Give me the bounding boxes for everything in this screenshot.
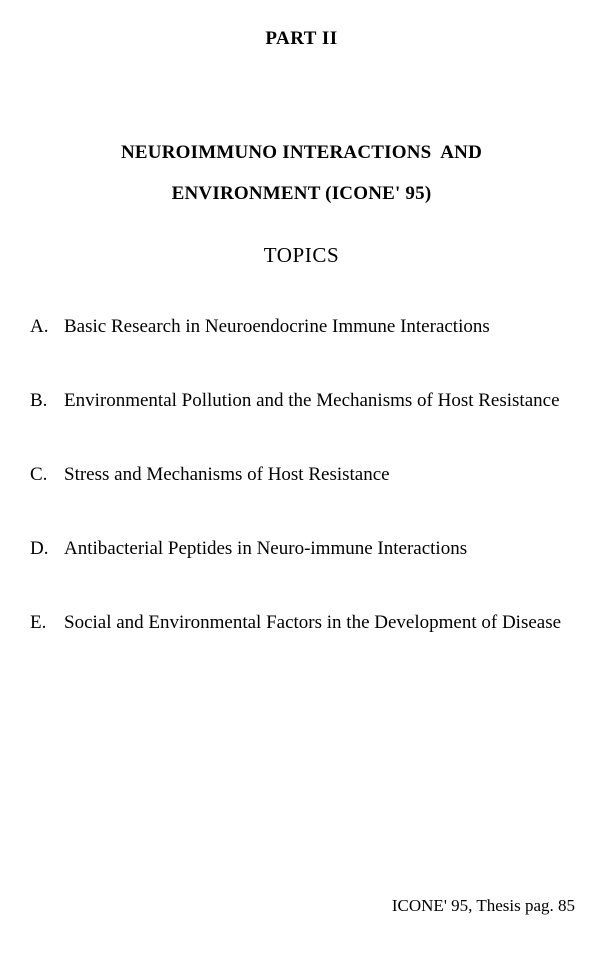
- topic-text-e: Social and Environmental Factors in the Development of Disease: [64, 612, 562, 633]
- footer-citation: ICONE' 95, Thesis pag. 85: [391, 896, 575, 915]
- topics-heading: TOPICS: [263, 243, 340, 267]
- list-item: [30, 530, 575, 568]
- topic-text-c: Stress and Mechanisms of Host Resistance: [64, 464, 390, 485]
- list-item: [30, 382, 575, 420]
- document-title: [0, 132, 603, 214]
- topic-letter-a: A.: [30, 316, 49, 337]
- topic-text-b: Environmental Pollution and the Mechanisms of Host Resistance: [64, 390, 560, 411]
- document-title-line-1: NEUROIMMUNO INTERACTIONS AND: [120, 142, 483, 163]
- document-title-line-2: ENVIRONMENT (ICONE' 95): [171, 183, 432, 204]
- topic-letter-e: E.: [30, 612, 47, 633]
- topics-list: [30, 308, 575, 678]
- topic-letter-c: C.: [30, 464, 48, 485]
- topic-letter-b: B.: [30, 390, 48, 411]
- list-item: [30, 308, 575, 346]
- topic-text-d: Antibacterial Peptides in Neuro-immune Interactions: [64, 538, 468, 559]
- topic-text-a: Basic Research in Neuroendocrine Immune Interactions: [64, 316, 490, 337]
- topic-letter-d: D.: [30, 538, 49, 559]
- list-item: [30, 604, 575, 642]
- list-item: [30, 456, 575, 494]
- part-heading: PART II: [265, 28, 338, 49]
